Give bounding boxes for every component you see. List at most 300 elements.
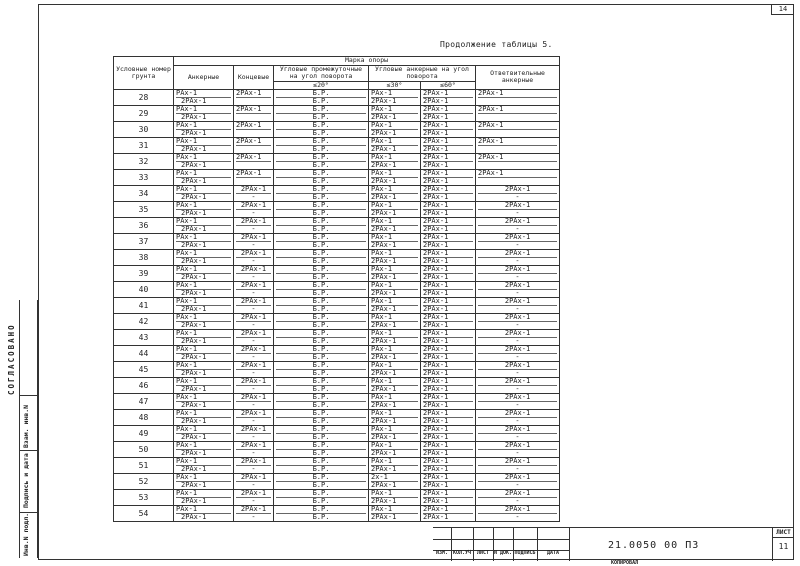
mark-cell-d30: [369, 346, 421, 362]
mark-value: 2PAx-1: [181, 338, 207, 345]
mark-cell-e: [234, 410, 274, 426]
mark-value: Б.Р.: [312, 290, 330, 297]
mark-cell-e: [234, 282, 274, 298]
mark-value: PAx-1: [371, 234, 418, 242]
mark-cell-d60: [421, 330, 476, 346]
mark-value: 2PAx-1: [478, 314, 557, 322]
mark-value: Б.Р.: [276, 170, 366, 178]
mark-cell-e: [234, 90, 274, 106]
header-branch: Ответвительные анкерные: [476, 65, 560, 90]
mark-cell-i: [274, 506, 369, 522]
mark-cell-b: [476, 442, 560, 458]
mark-value: 2x-1: [371, 474, 418, 482]
tb-col-ndok: N ДОК.: [493, 550, 513, 556]
mark-value: 2PAx-1: [478, 378, 557, 386]
mark-value: Б.Р.: [312, 418, 330, 425]
mark-cell-a: [174, 426, 234, 442]
table-row: [114, 314, 560, 330]
mark-value: 2PAx-1: [181, 482, 207, 489]
ground-number: 43: [114, 330, 174, 346]
mark-value: Б.Р.: [276, 362, 366, 370]
mark-value: 2PAx-1: [423, 146, 449, 153]
mark-cell-e: [234, 314, 274, 330]
mark-cell-i: [274, 314, 369, 330]
mark-value: 2PAx-1: [423, 498, 449, 505]
mark-cell-a: [174, 202, 234, 218]
header-anchor: Анкерные: [174, 65, 234, 90]
mark-value: 2PAx-1: [371, 418, 397, 425]
mark-value: -: [251, 498, 256, 505]
mark-cell-d60: [421, 170, 476, 186]
table-row: [114, 378, 560, 394]
mark-value: Б.Р.: [312, 466, 330, 473]
mark-cell-i: [274, 490, 369, 506]
mark-value: 2PAx-1: [423, 418, 449, 425]
mark-value: 2PAx-1: [423, 210, 449, 217]
mark-value: Б.Р.: [312, 354, 330, 361]
mark-value: Б.Р.: [276, 186, 366, 194]
mark-value: -: [251, 258, 256, 265]
copied-by: КОПИРОВАЛ: [611, 560, 639, 566]
mark-cell-d30: [369, 410, 421, 426]
mark-cell-a: [174, 138, 234, 154]
mark-value: 2PAx-1: [371, 146, 397, 153]
mark-value: 2PAx-1: [181, 498, 207, 505]
ground-number: 51: [114, 458, 174, 474]
mark-cell-b: [476, 410, 560, 426]
mark-value: 2PAx-1: [236, 122, 271, 130]
mark-value: 2PAx-1: [478, 218, 557, 226]
tb-col-podpis: ПОДПИСЬ: [514, 550, 536, 556]
mark-value: 2PAx-1: [423, 458, 473, 466]
mark-value: PAx-1: [176, 106, 231, 114]
mark-cell-d30: [369, 330, 421, 346]
mark-cell-b: [476, 282, 560, 298]
mark-cell-b: [476, 234, 560, 250]
mark-cell-d60: [421, 442, 476, 458]
mark-value: -: [515, 338, 520, 345]
mark-value: PAx-1: [371, 90, 418, 98]
mark-value: 2PAx-1: [236, 266, 271, 274]
approval-stamp: [5, 300, 38, 558]
mark-value: Б.Р.: [312, 258, 330, 265]
mark-value: PAx-1: [176, 266, 231, 274]
mark-value: 2PAx-1: [423, 482, 449, 489]
mark-value: 2PAx-1: [423, 370, 449, 377]
mark-value: 2PAx-1: [236, 186, 271, 194]
mark-cell-b: [476, 170, 560, 186]
mark-value: -: [515, 434, 520, 441]
ground-number: 49: [114, 426, 174, 442]
mark-value: 2PAx-1: [371, 258, 397, 265]
mark-cell-i: [274, 250, 369, 266]
mark-cell-a: [174, 490, 234, 506]
mark-value: Б.Р.: [312, 338, 330, 345]
table-row: [114, 122, 560, 138]
mark-value: -: [251, 290, 256, 297]
mark-value: Б.Р.: [276, 138, 366, 146]
mark-value: 2PAx-1: [478, 442, 557, 450]
mark-value: -: [251, 402, 256, 409]
mark-value: 2PAx-1: [236, 474, 271, 482]
mark-cell-e: [234, 458, 274, 474]
mark-value: 2PAx-1: [181, 322, 207, 329]
mark-cell-b: [476, 106, 560, 122]
mark-value: 2PAx-1: [423, 426, 473, 434]
mark-value: -: [251, 514, 256, 521]
mark-value: -: [251, 226, 256, 233]
mark-value: 2PAx-1: [478, 170, 557, 178]
mark-cell-b: [476, 506, 560, 522]
mark-cell-d30: [369, 298, 421, 314]
mark-cell-a: [174, 266, 234, 282]
mark-value: -: [515, 514, 520, 521]
stamp-vzam: Взам. инв.N: [22, 404, 30, 448]
header-end: Концевые: [234, 65, 274, 90]
mark-cell-a: [174, 314, 234, 330]
mark-value: 2PAx-1: [236, 90, 271, 98]
mark-value: Б.Р.: [312, 386, 330, 393]
mark-value: PAx-1: [176, 490, 231, 498]
mark-cell-b: [476, 490, 560, 506]
mark-cell-b: [476, 122, 560, 138]
mark-cell-d30: [369, 474, 421, 490]
mark-value: PAx-1: [371, 138, 418, 146]
ground-number: 33: [114, 170, 174, 186]
mark-cell-b: [476, 154, 560, 170]
mark-value: [478, 114, 557, 121]
mark-value: 2PAx-1: [236, 170, 271, 178]
mark-value: 2PAx-1: [423, 338, 449, 345]
mark-value: -: [251, 274, 256, 281]
mark-value: Б.Р.: [276, 426, 366, 434]
mark-cell-d30: [369, 186, 421, 202]
mark-value: -: [251, 194, 256, 201]
table-row: [114, 474, 560, 490]
mark-value: 2PAx-1: [371, 194, 397, 201]
table-row: [114, 490, 560, 506]
mark-value: -: [251, 466, 256, 473]
mark-cell-e: [234, 154, 274, 170]
mark-value: Б.Р.: [276, 442, 366, 450]
ground-number: 52: [114, 474, 174, 490]
mark-value: 2PAx-1: [371, 178, 397, 185]
mark-cell-i: [274, 458, 369, 474]
mark-value: 2PAx-1: [478, 122, 557, 130]
mark-value: 2PAx-1: [423, 234, 473, 242]
mark-value: 2PAx-1: [423, 282, 473, 290]
mark-cell-e: [234, 170, 274, 186]
table-row: [114, 154, 560, 170]
header-deg20: ≤20°: [274, 81, 369, 90]
mark-value: Б.Р.: [276, 410, 366, 418]
mark-cell-d60: [421, 378, 476, 394]
ground-number: 37: [114, 234, 174, 250]
table-row: [114, 138, 560, 154]
mark-value: 2PAx-1: [423, 194, 449, 201]
table-row: [114, 186, 560, 202]
mark-value: 2PAx-1: [423, 154, 473, 162]
title-block: [433, 527, 794, 561]
ground-number: 54: [114, 506, 174, 522]
mark-cell-b: [476, 458, 560, 474]
ground-number: 48: [114, 410, 174, 426]
mark-cell-d30: [369, 266, 421, 282]
mark-cell-d30: [369, 506, 421, 522]
mark-cell-d60: [421, 394, 476, 410]
mark-value: 2PAx-1: [236, 426, 271, 434]
mark-value: Б.Р.: [312, 482, 330, 489]
mark-value: -: [251, 210, 256, 217]
continuation-title: Продолжение таблицы 5.: [440, 40, 553, 49]
mark-value: 2PAx-1: [371, 98, 397, 105]
mark-value: 2PAx-1: [236, 346, 271, 354]
mark-cell-i: [274, 266, 369, 282]
mark-value: [236, 98, 271, 105]
mark-value: 2PAx-1: [371, 242, 397, 249]
mark-cell-d30: [369, 90, 421, 106]
mark-value: 2PAx-1: [181, 130, 207, 137]
mark-value: 2PAx-1: [371, 130, 397, 137]
mark-value: 2PAx-1: [236, 138, 271, 146]
mark-value: 2PAx-1: [181, 162, 207, 169]
ground-number: 35: [114, 202, 174, 218]
table-row: [114, 282, 560, 298]
mark-cell-a: [174, 330, 234, 346]
tb-col-data: ДАТА: [546, 550, 560, 556]
tb-col-koluch: КОЛ.УЧ: [452, 550, 472, 556]
mark-value: PAx-1: [176, 362, 231, 370]
mark-cell-a: [174, 346, 234, 362]
mark-cell-e: [234, 266, 274, 282]
mark-cell-d30: [369, 138, 421, 154]
mark-cell-a: [174, 506, 234, 522]
mark-value: -: [251, 434, 256, 441]
mark-cell-d60: [421, 506, 476, 522]
ground-number: 42: [114, 314, 174, 330]
mark-value: -: [515, 450, 520, 457]
mark-value: 2PAx-1: [181, 370, 207, 377]
mark-value: -: [515, 482, 520, 489]
mark-cell-a: [174, 90, 234, 106]
mark-value: -: [515, 274, 520, 281]
mark-value: PAx-1: [371, 106, 418, 114]
mark-value: 2PAx-1: [181, 450, 207, 457]
mark-value: 2PAx-1: [371, 354, 397, 361]
mark-value: 2PAx-1: [181, 226, 207, 233]
mark-value: 2PAx-1: [236, 394, 271, 402]
mark-value: 2PAx-1: [423, 258, 449, 265]
stamp-soglasovano: СОГЛАСОВАНО: [7, 323, 16, 395]
mark-value: 2PAx-1: [423, 474, 473, 482]
mark-cell-d60: [421, 106, 476, 122]
mark-value: Б.Р.: [276, 506, 366, 514]
mark-value: 2PAx-1: [423, 450, 449, 457]
mark-value: 2PAx-1: [371, 450, 397, 457]
mark-cell-a: [174, 170, 234, 186]
mark-value: -: [515, 370, 520, 377]
stamp-inv: Инв.N подл.: [22, 512, 30, 556]
mark-value: PAx-1: [371, 170, 418, 178]
mark-value: 2PAx-1: [236, 298, 271, 306]
mark-cell-e: [234, 362, 274, 378]
mark-value: 2PAx-1: [478, 474, 557, 482]
mark-value: 2PAx-1: [478, 410, 557, 418]
mark-cell-d30: [369, 394, 421, 410]
mark-value: PAx-1: [176, 122, 231, 130]
mark-value: 2PAx-1: [478, 154, 557, 162]
mark-value: PAx-1: [176, 410, 231, 418]
mark-value: -: [251, 450, 256, 457]
mark-value: 2PAx-1: [181, 402, 207, 409]
mark-cell-b: [476, 314, 560, 330]
mark-cell-d60: [421, 474, 476, 490]
mark-cell-b: [476, 250, 560, 266]
mark-value: 2PAx-1: [423, 90, 473, 98]
mark-value: 2PAx-1: [423, 466, 449, 473]
mark-value: Б.Р.: [312, 450, 330, 457]
mark-value: Б.Р.: [276, 378, 366, 386]
mark-cell-b: [476, 474, 560, 490]
mark-cell-b: [476, 186, 560, 202]
mark-cell-b: [476, 362, 560, 378]
mark-value: 2PAx-1: [423, 402, 449, 409]
mark-cell-b: [476, 202, 560, 218]
mark-value: 2PAx-1: [478, 266, 557, 274]
mark-value: 2PAx-1: [236, 362, 271, 370]
mark-cell-e: [234, 346, 274, 362]
mark-cell-e: [234, 218, 274, 234]
mark-value: 2PAx-1: [181, 146, 207, 153]
mark-value: PAx-1: [176, 282, 231, 290]
mark-cell-d30: [369, 426, 421, 442]
mark-value: -: [251, 306, 256, 313]
mark-cell-b: [476, 394, 560, 410]
mark-value: PAx-1: [176, 506, 231, 514]
tb-col-izm: ИЗМ.: [435, 550, 449, 556]
mark-value: 2PAx-1: [478, 138, 557, 146]
mark-value: 2PAx-1: [478, 346, 557, 354]
mark-value: PAx-1: [371, 154, 418, 162]
mark-value: PAx-1: [176, 314, 231, 322]
mark-cell-d60: [421, 266, 476, 282]
mark-value: 2PAx-1: [236, 314, 271, 322]
mark-value: [478, 130, 557, 137]
mark-cell-b: [476, 298, 560, 314]
mark-value: -: [515, 194, 520, 201]
mark-cell-e: [234, 474, 274, 490]
mark-cell-d30: [369, 490, 421, 506]
mark-cell-a: [174, 154, 234, 170]
mark-value: [236, 146, 271, 153]
mark-cell-i: [274, 138, 369, 154]
mark-value: 2PAx-1: [236, 442, 271, 450]
mark-cell-d30: [369, 122, 421, 138]
mark-value: PAx-1: [371, 250, 418, 258]
mark-cell-e: [234, 234, 274, 250]
mark-value: 2PAx-1: [478, 186, 557, 194]
table-row: [114, 266, 560, 282]
ground-number: 40: [114, 282, 174, 298]
mark-value: Б.Р.: [276, 154, 366, 162]
table-row: [114, 234, 560, 250]
ground-number: 50: [114, 442, 174, 458]
mark-cell-d30: [369, 362, 421, 378]
mark-value: 2PAx-1: [371, 434, 397, 441]
mark-value: 2PAx-1: [181, 178, 207, 185]
mark-cell-d30: [369, 282, 421, 298]
mark-cell-e: [234, 106, 274, 122]
table-row: [114, 426, 560, 442]
mark-value: 2PAx-1: [371, 226, 397, 233]
mark-value: PAx-1: [371, 506, 418, 514]
mark-value: PAx-1: [176, 234, 231, 242]
mark-cell-d60: [421, 90, 476, 106]
mark-value: [478, 98, 557, 105]
mark-value: 2PAx-1: [181, 210, 207, 217]
mark-value: [236, 130, 271, 137]
mark-value: 2PAx-1: [423, 506, 473, 514]
sheet-number: 11: [778, 542, 789, 551]
mark-cell-i: [274, 298, 369, 314]
mark-value: Б.Р.: [276, 202, 366, 210]
mark-cell-d60: [421, 282, 476, 298]
mark-value: -: [515, 386, 520, 393]
mark-value: 2PAx-1: [478, 106, 557, 114]
mark-cell-b: [476, 218, 560, 234]
mark-value: Б.Р.: [312, 210, 330, 217]
mark-cell-b: [476, 346, 560, 362]
mark-value: Б.Р.: [276, 122, 366, 130]
mark-value: 2PAx-1: [371, 482, 397, 489]
document-code: 21.0050 00 ПЗ: [608, 540, 700, 551]
mark-value: 2PAx-1: [478, 362, 557, 370]
mark-value: 2PAx-1: [181, 354, 207, 361]
page-number: 14: [771, 4, 794, 15]
mark-value: 2PAx-1: [423, 322, 449, 329]
mark-value: 2PAx-1: [181, 306, 207, 313]
mark-cell-d60: [421, 298, 476, 314]
table-row: [114, 346, 560, 362]
mark-value: -: [251, 386, 256, 393]
mark-value: PAx-1: [371, 426, 418, 434]
mark-value: 2PAx-1: [478, 490, 557, 498]
mark-value: 2PAx-1: [181, 418, 207, 425]
mark-value: 2PAx-1: [236, 378, 271, 386]
table-row: [114, 170, 560, 186]
mark-cell-b: [476, 426, 560, 442]
mark-cell-d60: [421, 426, 476, 442]
mark-value: 2PAx-1: [236, 330, 271, 338]
mark-value: Б.Р.: [276, 106, 366, 114]
mark-value: PAx-1: [176, 298, 231, 306]
mark-value: Б.Р.: [276, 90, 366, 98]
mark-cell-i: [274, 154, 369, 170]
mark-cell-e: [234, 330, 274, 346]
table-row: [114, 506, 560, 522]
mark-value: 2PAx-1: [423, 354, 449, 361]
mark-value: PAx-1: [176, 90, 231, 98]
mark-value: 2PAx-1: [181, 98, 207, 105]
mark-cell-d60: [421, 218, 476, 234]
table-row: [114, 250, 560, 266]
mark-cell-d60: [421, 202, 476, 218]
mark-cell-i: [274, 106, 369, 122]
mark-cell-a: [174, 186, 234, 202]
mark-cell-i: [274, 346, 369, 362]
mark-value: Б.Р.: [312, 498, 330, 505]
mark-cell-e: [234, 490, 274, 506]
